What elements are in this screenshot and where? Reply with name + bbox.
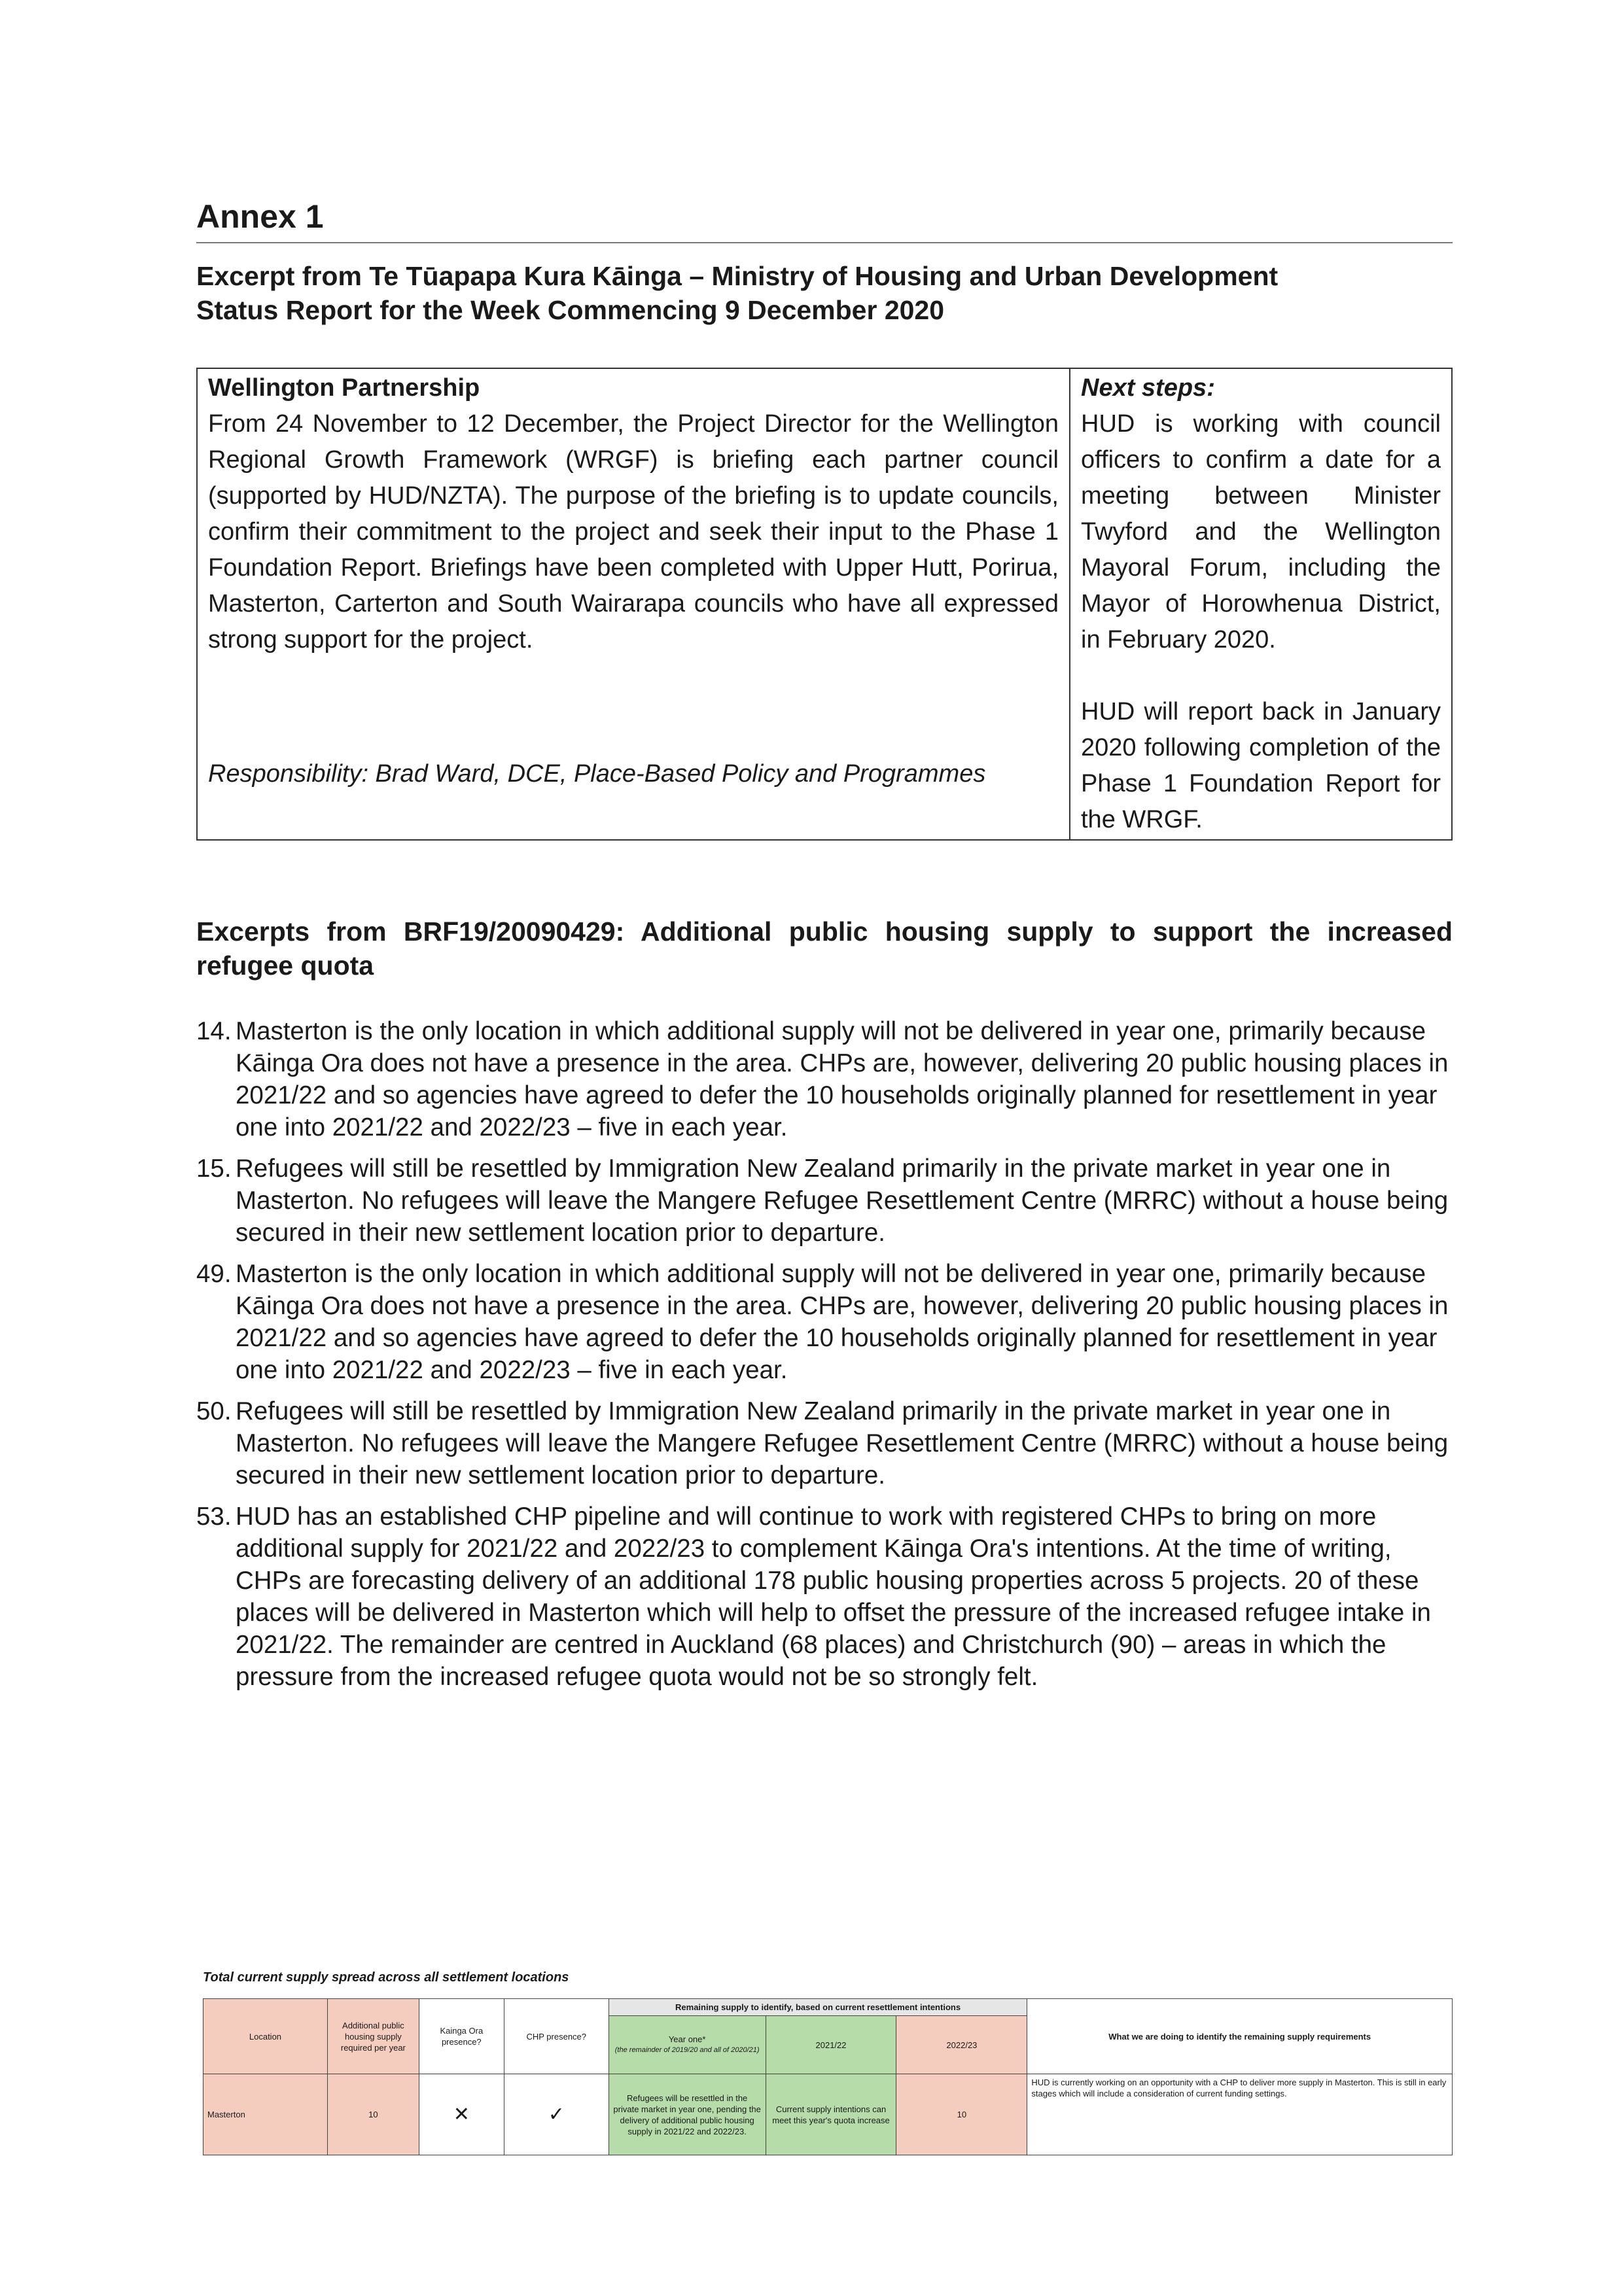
excerpt1-heading-line2: Status Report for the Week Commencing 9 December 2020 [196,295,945,325]
excerpt2-heading: Excerpts from BRF19/20090429: Additional public housing supply to support the increased refugee quota [196,916,1453,981]
status-report-box [196,368,1453,841]
paragraph-item [196,1501,1453,1693]
next-steps-paragraph-2: HUD will report back in January 2020 following completion of the Phase 1 Foundation Report for the WRGF. [1081,698,1441,833]
paragraph-number: 49. [196,1260,232,1288]
paragraph-text: HUD has an established CHP pipeline and will continue to work with registered CHPs to bring on more additional supply for 2021/22 and 2022/23 to complement Kāinga Ora's intentions. At the time of writing, CHPs are forecasting delivery of an additional 178 public housing properties across 5 projects. 20 of these places will be delivered in Masterton which will help to offset the pressure of the increased refugee intake in 2021/22. The remainder are centred in Auckland (68 places) and Christchurch (90) – areas in which the pressure from the increased refugee quota would not be so strongly felt. [236,1503,1431,1691]
paragraph-item [196,1015,1453,1143]
cell-additional-supply: 10 [327,2074,419,2155]
paragraph-number: 14. [196,1017,232,1045]
header-actions: What we are doing to identify the remaining supply requirements [1027,1999,1453,2074]
cell-actions: HUD is currently working on an opportunity with a CHP to deliver more supply in Masterton. This is still in early stages which will include a consideration of current funding settings. [1027,2074,1453,2155]
paragraph-item [196,1153,1453,1249]
header-kainga-ora: Kainga Ora presence? [419,1999,504,2074]
paragraph-item [196,1395,1453,1491]
year-one-note: (the remainder of 2019/20 and all of 2020/21) [614,2046,760,2054]
header-additional-supply: Additional public housing supply required per year [327,1999,419,2074]
paragraph-number: 53. [196,1503,232,1531]
paragraph-text: Masterton is the only location in which additional supply will not be delivered in year one, primarily because Kāinga Ora does not have a presence in the area. CHPs are, however, delivering 20 public housing places in 2021/22 and so agencies have agreed to defer the 10 households originally planned for resettlement in year one into 2021/22 and 2022/23 – five in each year. [236,1260,1449,1384]
section-title: Wellington Partnership [208,374,480,402]
table-row [203,2074,1453,2155]
supply-table [203,1998,1453,2155]
next-steps-title: Next steps: [1081,374,1215,402]
excerpt1-heading [196,259,1453,327]
paragraph-item [196,1258,1453,1386]
table-caption: Total current supply spread across all settlement locations [203,1970,569,1985]
paragraph-number: 50. [196,1397,232,1425]
excerpt1-heading-line1: Excerpt from Te Tūapapa Kura Kāinga – Ministry of Housing and Urban Development [196,261,1279,291]
document-page [196,196,1453,2136]
year-one-label: Year one* [668,2034,706,2044]
cell-location: Masterton [203,2074,328,2155]
numbered-paragraphs [196,1015,1453,1702]
header-location: Location [203,1999,328,2074]
next-steps-cell [1070,368,1452,840]
status-main-cell [197,368,1070,840]
paragraph-number: 15. [196,1155,232,1183]
header-remaining-supply: Remaining supply to identify, based on current resettlement intentions [609,1999,1027,2016]
cell-2021-22: Current supply intentions can meet this year's quota increase [766,2074,896,2155]
cell-year-one: Refugees will be resettled in the private market in year one, pending the delivery of additional public housing supply in 2021/22 and 2022/23. [609,2074,766,2155]
header-2022-23: 2022/23 [896,2016,1027,2074]
annex-title: Annex 1 [196,198,324,235]
header-year-one [609,2016,766,2074]
header-chp: CHP presence? [504,1999,609,2074]
cross-icon: ✕ [419,2074,504,2155]
check-icon: ✓ [504,2074,609,2155]
paragraph-text: Refugees will still be resettled by Immigration New Zealand primarily in the private market in year one in Masterton. No refugees will leave the Mangere Refugee Resettlement Centre (MRRC) without a house being secured in their new settlement location prior to departure. [236,1397,1449,1489]
cell-2022-23: 10 [896,2074,1027,2155]
status-body: From 24 November to 12 December, the Project Director for the Wellington Regional Growth Framework (WRGF) is briefing each partner council (supported by HUD/NZTA). The purpose of the briefing is to update councils, confirm their commitment to the project and seek their input to the Phase 1 Foundation Report. Briefings have been completed with Upper Hutt, Porirua, Masterton, Carterton and South Wairarapa councils who have all expressed strong support for the project. [208,410,1059,653]
next-steps-paragraph-1: HUD is working with council officers to confirm a date for a meeting between Minister Twyford and the Wellington Mayoral Forum, including the Mayor of Horowhenua District, in February 2020. [1081,410,1441,653]
title-divider [196,242,1453,243]
header-2021-22: 2021/22 [766,2016,896,2074]
paragraph-text: Masterton is the only location in which additional supply will not be delivered in year one, primarily because Kāinga Ora does not have a presence in the area. CHPs are, however, delivering 20 public housing places in 2021/22 and so agencies have agreed to defer the 10 households originally planned for resettlement in year one into 2021/22 and 2022/23 – five in each year. [236,1017,1449,1141]
responsibility-line: Responsibility: Brad Ward, DCE, Place-Based Policy and Programmes [208,760,986,788]
paragraph-text: Refugees will still be resettled by Immigration New Zealand primarily in the private market in year one in Masterton. No refugees will leave the Mangere Refugee Resettlement Centre (MRRC) without a house being secured in their new settlement location prior to departure. [236,1155,1449,1247]
